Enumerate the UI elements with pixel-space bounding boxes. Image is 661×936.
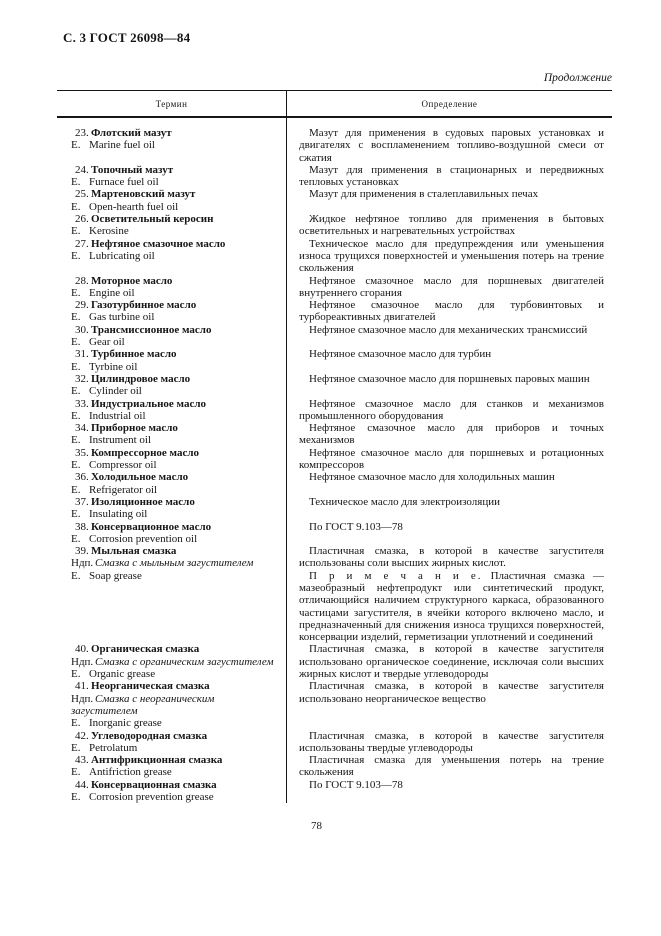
definition-cell	[287, 496, 612, 521]
definition-cell	[287, 471, 612, 496]
definition-cell	[287, 422, 612, 447]
english-label: E.	[71, 311, 81, 324]
term-number: 30.	[75, 323, 89, 336]
definition-cell	[287, 238, 612, 275]
table-row	[57, 373, 612, 398]
definition-text: Пластичная смазка, в которой в качестве загустителя использованы соли высших жирных кислот.	[299, 545, 604, 570]
term-name: Неорганическая смазка	[91, 680, 210, 693]
term-title	[71, 680, 279, 692]
english-text: Kerosine	[89, 225, 129, 238]
term-english	[71, 668, 279, 680]
ndp-label: Ндп.	[71, 655, 94, 668]
term-name: Антифрикционная смазка	[91, 754, 223, 767]
term-cell	[57, 398, 287, 423]
term-name: Турбинное масло	[91, 348, 177, 361]
english-label: E.	[71, 434, 81, 447]
definition-cell	[287, 188, 612, 213]
term-cell	[57, 188, 287, 213]
term-inadmissible-synonym	[71, 693, 279, 718]
term-english	[71, 287, 279, 299]
english-label: E.	[71, 409, 81, 422]
definition-note	[299, 570, 604, 644]
ndp-text: Смазка с мыльным загустителем	[95, 557, 254, 570]
term-cell	[57, 643, 287, 680]
term-title	[71, 127, 279, 139]
term-name: Индустриальное масло	[91, 397, 207, 410]
term-number: 26.	[75, 213, 89, 226]
definition-text: Пластичная смазка, в которой в качестве загустителя использовано неорганическое вещество	[299, 680, 604, 705]
term-title	[71, 275, 279, 287]
english-label: E.	[71, 532, 81, 545]
term-title	[71, 398, 279, 410]
term-number: 31.	[75, 348, 89, 361]
term-english	[71, 385, 279, 397]
term-name: Холодильное масло	[91, 471, 189, 484]
term-english	[71, 742, 279, 754]
english-text: Industrial oil	[89, 409, 146, 422]
column-header-definition: Определение	[421, 99, 478, 109]
term-title	[71, 730, 279, 742]
english-text: Petrolatum	[89, 741, 138, 754]
term-cell	[57, 348, 287, 373]
english-label: E.	[71, 385, 81, 398]
definition-text: Нефтяное смазочное масло для поршневых паровых машин	[309, 372, 590, 385]
definition-cell	[287, 373, 612, 398]
definition-cell	[287, 127, 612, 164]
table-row	[57, 779, 612, 804]
table-row	[57, 275, 612, 300]
term-number: 42.	[75, 729, 89, 742]
term-english	[71, 791, 279, 803]
term-name: Топочный мазут	[91, 163, 174, 176]
term-number: 43.	[75, 754, 89, 767]
english-text: Insulating oil	[89, 508, 148, 521]
term-title	[71, 422, 279, 434]
term-cell	[57, 127, 287, 164]
term-inadmissible-synonym	[71, 557, 279, 569]
table-row	[57, 643, 612, 680]
term-cell	[57, 324, 287, 349]
definition-cell	[287, 398, 612, 423]
english-text: Corrosion prevention grease	[89, 791, 214, 804]
term-english	[71, 336, 279, 348]
ndp-text: Смазка с неорганическим загустителем	[71, 692, 215, 717]
table-row	[57, 127, 612, 164]
column-divider	[286, 118, 287, 803]
english-label: E.	[71, 200, 81, 213]
term-title	[71, 164, 279, 176]
term-number: 35.	[75, 446, 89, 459]
definition-text: Мазут для применения в сталеплавильных печах	[309, 188, 539, 201]
english-text: Inorganic grease	[89, 717, 162, 730]
term-number: 39.	[75, 545, 89, 558]
term-cell	[57, 422, 287, 447]
definition-cell	[287, 164, 612, 189]
terms-table	[57, 90, 612, 803]
term-title	[71, 188, 279, 200]
term-number: 23.	[75, 127, 89, 139]
table-row	[57, 680, 612, 729]
term-title	[71, 238, 279, 250]
term-english	[71, 484, 279, 496]
definition-cell	[287, 754, 612, 779]
term-title	[71, 779, 279, 791]
table-body	[57, 118, 612, 803]
term-cell	[57, 779, 287, 804]
term-number: 32.	[75, 372, 89, 385]
definition-cell	[287, 643, 612, 680]
english-text: Cylinder oil	[89, 385, 142, 398]
english-text: Lubricating oil	[89, 249, 155, 262]
table-row	[57, 188, 612, 213]
ndp-text: Смазка с органическим загустителем	[95, 655, 274, 668]
table-row	[57, 730, 612, 755]
table-row	[57, 348, 612, 373]
term-english	[71, 533, 279, 545]
english-text: Refrigerator oil	[89, 483, 158, 496]
definition-cell	[287, 275, 612, 300]
term-cell	[57, 373, 287, 398]
table-row	[57, 324, 612, 349]
definition-text: Нефтяное смазочное масло для турбин	[309, 348, 492, 361]
term-title	[71, 299, 279, 311]
english-label: E.	[71, 483, 81, 496]
term-name: Консервационная смазка	[91, 778, 217, 791]
definition-text: Нефтяное смазочное масло для станков и механизмов промышленного оборудования	[299, 397, 604, 422]
definition-text: Пластичная смазка, в которой в качестве загустителя использовано органическое соединение, исключая соли высших жирных кислот и твердые углеводороды	[299, 643, 604, 681]
term-number: 27.	[75, 237, 89, 250]
term-title	[71, 754, 279, 766]
term-english	[71, 459, 279, 471]
term-title	[71, 471, 279, 483]
definition-text: Мазут для применения в стационарных и передвижных тепловых установках	[299, 163, 604, 189]
definition-text: Пластичная смазка для уменьшения потерь на трение скольжения	[299, 754, 604, 779]
definition-text: По ГОСТ 9.103—78	[309, 520, 403, 533]
definition-text: По ГОСТ 9.103—78	[309, 778, 403, 791]
definition-text: Жидкое нефтяное топливо для применения в бытовых осветительных и нагревательных устройствах	[299, 213, 604, 238]
table-row	[57, 754, 612, 779]
table-row	[57, 496, 612, 521]
definition-cell	[287, 680, 612, 729]
term-number: 24.	[75, 163, 89, 176]
term-title	[71, 324, 279, 336]
definition-text: Нефтяное смазочное масло для холодильных машин	[309, 471, 555, 484]
definition-cell	[287, 299, 612, 324]
definition-text: Пластичная смазка, в которой в качестве загустителя использованы твердые углеводороды	[299, 729, 604, 754]
term-name: Органическая смазка	[91, 643, 200, 656]
english-label: E.	[71, 569, 81, 582]
term-cell	[57, 471, 287, 496]
definition-cell	[287, 521, 612, 546]
term-number: 40.	[75, 643, 89, 656]
term-title	[71, 521, 279, 533]
term-english	[71, 508, 279, 520]
english-label: E.	[71, 508, 81, 521]
definition-cell	[287, 545, 612, 643]
term-english	[71, 570, 279, 582]
continuation-label: Продолжение	[543, 72, 612, 84]
definition-text: Мазут для применения в судовых паровых установках и двигателях с воспламенением топливо-воздушной смеси от сжатия	[299, 127, 604, 164]
document-header: С. 3 ГОСТ 26098—84	[63, 30, 191, 45]
definition-cell	[287, 213, 612, 238]
term-name: Флотский мазут	[91, 127, 172, 139]
english-text: Compressor oil	[89, 459, 157, 472]
english-label: E.	[71, 225, 81, 238]
definition-text: Нефтяное смазочное масло для приборов и точных механизмов	[299, 422, 604, 447]
column-header-term: Термин	[57, 91, 287, 116]
term-english	[71, 434, 279, 446]
english-label: E.	[71, 176, 81, 189]
english-text: Marine fuel oil	[89, 139, 155, 152]
term-english	[71, 717, 279, 729]
ndp-label: Ндп.	[71, 692, 94, 705]
english-text: Gas turbine oil	[89, 311, 155, 324]
definition-cell	[287, 324, 612, 349]
definition-text: Нефтяное смазочное масло для поршневых двигателей внутреннего сгорания	[299, 274, 604, 299]
english-label: E.	[71, 791, 81, 804]
table-row	[57, 299, 612, 324]
term-cell	[57, 496, 287, 521]
note-label: П р и м е ч а н и е.	[309, 569, 483, 582]
english-text: Antifriction grease	[89, 766, 172, 779]
table-row	[57, 398, 612, 423]
term-cell	[57, 275, 287, 300]
term-number: 28.	[75, 274, 89, 287]
table-row	[57, 213, 612, 238]
term-number: 37.	[75, 495, 89, 508]
term-number: 33.	[75, 397, 89, 410]
definition-text: Техническое масло для предупреждения или уменьшения износа трущихся поверхностей и уменьшения потерь на трение скольжения	[299, 237, 604, 275]
term-name: Консервационное масло	[91, 520, 212, 533]
english-label: E.	[71, 668, 81, 681]
term-number: 36.	[75, 471, 89, 484]
term-cell	[57, 730, 287, 755]
english-label: E.	[71, 459, 81, 472]
definition-text: Техническое масло для электроизоляции	[309, 495, 500, 508]
definition-text: Нефтяное смазочное масло для турбовинтовых и турбореактивных двигателей	[299, 299, 604, 324]
term-english	[71, 225, 279, 237]
english-text: Engine oil	[89, 286, 135, 299]
table-row	[57, 422, 612, 447]
ndp-label: Ндп.	[71, 557, 94, 570]
term-title	[71, 643, 279, 655]
english-label: E.	[71, 139, 81, 152]
english-text: Soap grease	[89, 569, 142, 582]
english-text: Instrument oil	[89, 434, 152, 447]
term-english	[71, 766, 279, 778]
english-label: E.	[71, 249, 81, 262]
term-name: Осветительный керосин	[91, 213, 214, 226]
term-title	[71, 496, 279, 508]
term-inadmissible-synonym	[71, 656, 279, 668]
term-number: 44.	[75, 778, 89, 791]
term-cell	[57, 754, 287, 779]
term-number: 38.	[75, 520, 89, 533]
term-english	[71, 410, 279, 422]
english-text: Furnace fuel oil	[89, 176, 159, 189]
term-cell	[57, 447, 287, 472]
term-name: Компрессорное масло	[91, 446, 200, 459]
english-text: Tyrbine oil	[89, 360, 138, 373]
page-number: 78	[311, 820, 322, 833]
english-label: E.	[71, 717, 81, 730]
table-header-row	[57, 91, 612, 118]
term-title	[71, 447, 279, 459]
term-number: 25.	[75, 188, 89, 201]
note-text: Пластичная смазка — мазеобразный нефтепродукт или синтетический продукт, отличающийся наличием структурного каркаса, образованного частицами загустителя, в ячейки которого включено масло, и предназначенный для снижения износа трущихся поверхностей, консервации изделий, герметизации уплотнений и соединений	[299, 569, 605, 644]
table-row	[57, 238, 612, 275]
term-english	[71, 139, 279, 151]
definition-cell	[287, 730, 612, 755]
term-cell	[57, 521, 287, 546]
english-label: E.	[71, 741, 81, 754]
term-english	[71, 176, 279, 188]
english-text: Organic grease	[89, 668, 156, 681]
term-name: Мартеновский мазут	[91, 188, 196, 201]
definition-text: Нефтяное смазочное масло для поршневых и ротационных компрессоров	[299, 446, 604, 472]
table-row	[57, 164, 612, 189]
term-cell	[57, 164, 287, 189]
english-label: E.	[71, 286, 81, 299]
term-name: Приборное масло	[91, 422, 178, 435]
definition-cell	[287, 779, 612, 804]
english-text: Open-hearth fuel oil	[89, 200, 179, 213]
term-number: 29.	[75, 299, 89, 312]
english-label: E.	[71, 336, 81, 349]
table-row	[57, 521, 612, 546]
term-cell	[57, 213, 287, 238]
term-title	[71, 545, 279, 557]
english-label: E.	[71, 360, 81, 373]
term-cell	[57, 545, 287, 643]
definition-cell	[287, 348, 612, 373]
definition-text: Нефтяное смазочное масло для механических трансмиссий	[309, 323, 588, 336]
term-title	[71, 348, 279, 360]
term-name: Трансмиссионное масло	[91, 323, 212, 336]
term-name: Изоляционное масло	[91, 495, 195, 508]
term-name: Цилиндровое масло	[91, 372, 191, 385]
term-title	[71, 373, 279, 385]
term-name: Моторное масло	[91, 274, 173, 287]
table-row	[57, 545, 612, 643]
term-cell	[57, 238, 287, 275]
term-number: 41.	[75, 680, 89, 693]
definition-cell	[287, 447, 612, 472]
english-label: E.	[71, 766, 81, 779]
term-name: Газотурбинное масло	[91, 299, 197, 312]
term-number: 34.	[75, 422, 89, 435]
term-name: Нефтяное смазочное масло	[91, 237, 226, 250]
term-english	[71, 311, 279, 323]
term-cell	[57, 680, 287, 729]
english-text: Corrosion prevention oil	[89, 532, 198, 545]
english-text: Gear oil	[89, 336, 125, 349]
table-row	[57, 447, 612, 472]
term-english	[71, 250, 279, 262]
term-name: Мыльная смазка	[91, 545, 177, 558]
term-name: Углеводородная смазка	[91, 729, 208, 742]
term-english	[71, 361, 279, 373]
term-cell	[57, 299, 287, 324]
term-english	[71, 201, 279, 213]
term-title	[71, 213, 279, 225]
table-row	[57, 471, 612, 496]
